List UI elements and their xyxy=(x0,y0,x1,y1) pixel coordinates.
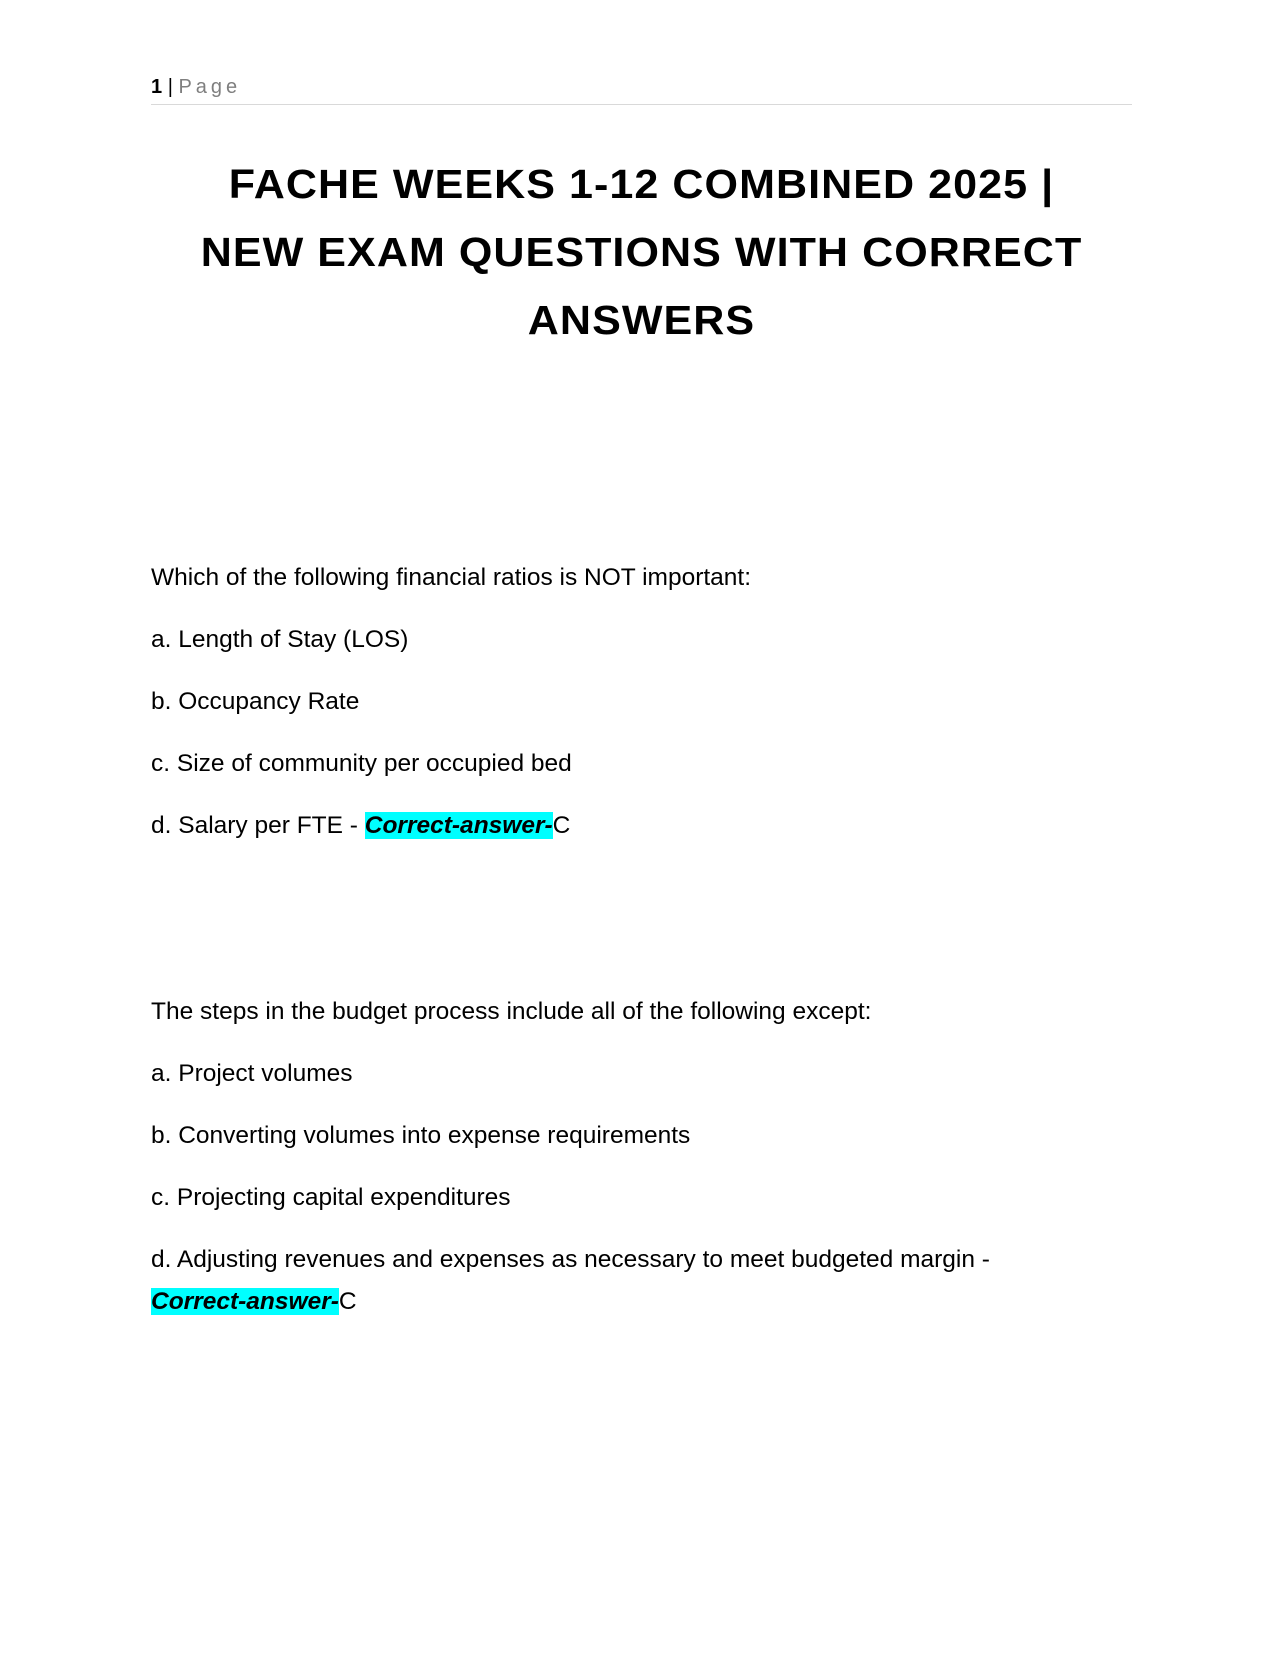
title-line: FACHE WEEKS 1-12 COMBINED 2025 | xyxy=(228,161,1055,207)
page-header xyxy=(151,76,241,99)
page-separator: | xyxy=(167,76,173,98)
option: b. Converting volumes into expense requirements xyxy=(151,1122,691,1149)
option-with-answer xyxy=(151,812,570,840)
question-2: The steps in the budget process include all of the following except: xyxy=(151,998,872,1025)
answer-value: C xyxy=(552,812,571,839)
answer xyxy=(151,1288,357,1316)
title-line: NEW EXAM QUESTIONS WITH CORRECT xyxy=(200,229,1083,275)
option: d. Adjusting revenues and expenses as necessary to meet budgeted margin - xyxy=(151,1246,990,1273)
option: a. Project volumes xyxy=(151,1060,353,1087)
answer-value: C xyxy=(338,1288,357,1315)
page-label: Page xyxy=(178,76,242,98)
option: d. Salary per FTE - xyxy=(151,812,365,839)
title-line: ANSWERS xyxy=(527,297,756,343)
document-title xyxy=(126,150,1156,354)
option: c. Size of community per occupied bed xyxy=(151,750,572,777)
option: a. Length of Stay (LOS) xyxy=(151,626,409,653)
header-divider xyxy=(151,104,1132,105)
page-number: 1 xyxy=(151,76,163,98)
answer-label: Correct-answer- xyxy=(364,812,553,839)
option: c. Projecting capital expenditures xyxy=(151,1184,511,1211)
question-1: Which of the following financial ratios is NOT important: xyxy=(151,564,752,591)
answer-label: Correct-answer- xyxy=(151,1288,339,1315)
option: b. Occupancy Rate xyxy=(151,688,360,715)
